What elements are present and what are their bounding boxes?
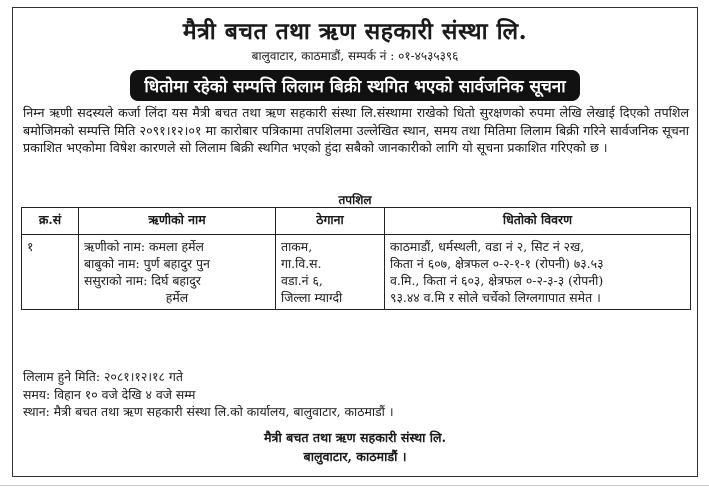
public-notice: [12, 7, 698, 477]
borrower-line: हर्मेल: [165, 290, 189, 305]
organization-address-contact: बालुवाटार, काठमाडौं, सम्पर्क नं : ०१-४५३५३९६: [251, 49, 459, 63]
cell-borrower: [79, 235, 276, 310]
signature-block: [13, 428, 697, 466]
cell-address: [276, 235, 385, 310]
auction-place: स्थान: मैत्री बचत तथा ऋण सहकारी संस्था लि.को कार्यालय, बालुवाटार, काठमाडौं ।: [23, 404, 394, 419]
footer-org-name: मैत्री बचत तथा ऋण सहकारी संस्था लि.: [264, 430, 446, 445]
table-row: [22, 235, 691, 310]
notice-title-banner: [13, 70, 697, 101]
header-collateral-details: धितोको विवरण: [385, 208, 691, 235]
auction-date: लिलाम हुने मिति: २०८१।१२।१८ गते: [23, 369, 183, 384]
header-borrower-name: ऋणीको नाम: [79, 208, 276, 235]
address-line: ताकम,: [281, 239, 313, 254]
cell-serial: १: [22, 235, 79, 310]
borrower-line: ऋणीको नाम: कमला हर्मेल: [84, 239, 204, 254]
borrower-line: ससुराको नाम: दिर्घ बहादुर: [84, 273, 201, 288]
borrower-line: बाबुको नाम: पुर्ण बहादुर पुन: [84, 256, 210, 271]
table-heading: तपशिल: [338, 193, 372, 207]
notice-title: धितोमा रहेको सम्पत्ति लिलाम बिक्री स्थगित भएको सार्वजनिक सूचना: [130, 70, 579, 101]
collateral-line: किता नं ६०७, क्षेत्रफल ०-२-१-१ (रोपनी) ७३.५३: [390, 256, 604, 271]
address-line: वडा.नं ६,: [281, 273, 323, 288]
collateral-line: काठमाडौं, धर्मस्थली, वडा नं २, सिट नं २ख,: [390, 239, 585, 254]
notice-body-text: निम्न ऋणी सदस्यले कर्जा लिंदा यस मैत्री बचत तथा ऋण सहकारी संस्था लि.संस्थामा राखेको धितो सुरक्षणको रुपमा लेखि लेखाई दिएको तपशिल बमोजिमको सम्पत्ति मिति २०९१।१२।०१ मा कारोबार पत्रिकामा तपशिलमा उल्लेखित स्थान, समय तथा मितिमा लिलाम बिक्री गरिने सार्वजनिक सूचना प्रकाशित भएकोमा विषेश कारणले सो लिलाम बिक्री स्थगित भएको हुंदा सबैको जानकारीको लागि यो सूचना प्रकाशित गरिएको छ ।: [23, 105, 689, 155]
address-line: गा.वि.स.: [281, 256, 322, 271]
organization-name: मैत्री बचत तथा ऋण सहकारी संस्था लि.: [182, 18, 528, 45]
header-serial: क्र.सं: [22, 208, 79, 235]
details-table: [21, 207, 691, 310]
collateral-line: ९३.४४ व.मि र सोले चर्चेको लिग्लगापात समेत ।: [390, 290, 601, 305]
auction-time: समय: विहान १० वजे देखि ४ वजे सम्म: [23, 386, 196, 402]
cell-collateral: [385, 235, 691, 310]
address-line: जिल्ला म्याग्दी: [281, 290, 343, 305]
table-header-row: [22, 208, 691, 235]
bottom-edge-divider: [0, 485, 709, 486]
footer-location: बालुवाटार, काठमाडौं ।: [303, 449, 407, 464]
header-address: ठेगाना: [276, 208, 385, 235]
collateral-line: व.मि., किता नं ६०३, क्षेत्रफल ०-२-३-३ (रोपनी): [390, 273, 604, 288]
auction-details: [23, 368, 689, 421]
